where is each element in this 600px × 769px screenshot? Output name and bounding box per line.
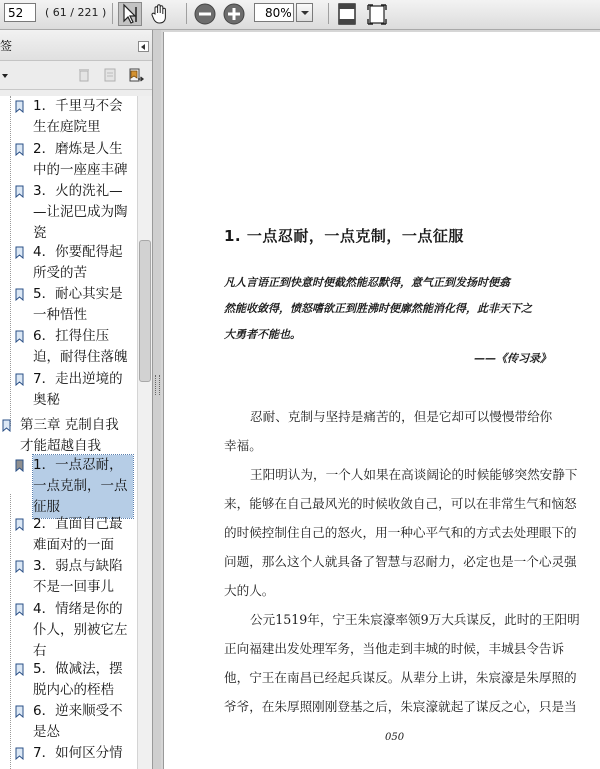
zoom-out-button[interactable] bbox=[193, 2, 217, 26]
bookmark-chapter[interactable]: 第三章 克制自我 才能超越自我 bbox=[20, 417, 119, 454]
splitter-grip[interactable] bbox=[155, 375, 160, 395]
document-page bbox=[163, 32, 600, 769]
bookmark-icon bbox=[15, 100, 25, 113]
hand-tool-button[interactable] bbox=[148, 2, 172, 26]
bookmark-item[interactable]: 5．耐心其实是 一种悟性 bbox=[33, 286, 123, 323]
bookmark-item[interactable]: 6．逆来顺受不 是怂 bbox=[33, 703, 123, 740]
panel-splitter[interactable] bbox=[153, 30, 161, 769]
select-tool-icon bbox=[119, 3, 141, 25]
bookmark-icon bbox=[15, 143, 25, 156]
bookmark-item[interactable]: 7．走出逆境的 奥秘 bbox=[33, 371, 123, 408]
bookmark-icon bbox=[15, 663, 25, 676]
tree-guide-line bbox=[10, 494, 11, 769]
bookmark-item[interactable]: 1．千里马不会 生在庭院里 bbox=[33, 98, 123, 135]
page-footer-number: 050 bbox=[385, 732, 405, 743]
bookmark-icon bbox=[15, 518, 25, 531]
bookmark-scrollbar[interactable] bbox=[137, 96, 152, 769]
select-tool-button[interactable] bbox=[118, 2, 142, 26]
zoom-dropdown-button[interactable] bbox=[296, 3, 313, 22]
bookmark-item[interactable]: 6．扛得住压 迫，耐得住落魄 bbox=[33, 328, 128, 365]
section-heading: 1. 一点忍耐，一点克制，一点征服 bbox=[224, 227, 464, 245]
fit-page-icon bbox=[336, 2, 358, 26]
fit-width-button[interactable] bbox=[365, 2, 389, 26]
bookmark-item[interactable]: 2．磨炼是人生 中的一座座丰碑 bbox=[33, 141, 128, 178]
bookmark-item[interactable]: 4．你要配得起 所受的苦 bbox=[33, 244, 123, 281]
body-text-line: 王阳明认为，一个人如果在高谈阔论的时候能够突然安静下 bbox=[250, 467, 578, 482]
bookmark-icon bbox=[15, 459, 25, 472]
body-text-line: 正向福建出发处理军务，当他走到丰城的时候，丰城县令告诉 bbox=[224, 641, 565, 656]
delete-icon bbox=[76, 67, 92, 83]
epigraph-line: 大勇者不能也。 bbox=[224, 328, 301, 341]
bookmark-icon bbox=[15, 373, 25, 386]
panel-title: 签 bbox=[0, 39, 13, 53]
epigraph-source: ——《传习录》 bbox=[474, 352, 551, 365]
options-dropdown-icon[interactable] bbox=[2, 74, 8, 78]
epigraph-line: 凡人言语正到快意时便截然能忍默得，意气正到发扬时便翕 bbox=[224, 276, 510, 289]
body-text-line: 的时候控制住自己的怒火，用一种心平气和的方式去处理眼下的 bbox=[224, 525, 577, 540]
fit-page-button[interactable] bbox=[336, 2, 360, 26]
bookmark-item[interactable]: 3．弱点与缺陷 不是一回事儿 bbox=[33, 558, 123, 595]
expand-bookmark-button[interactable] bbox=[127, 67, 143, 83]
bookmark-icon bbox=[15, 705, 25, 718]
bookmark-item[interactable]: 1．一点忍耐， 一点克制，一点 征服 bbox=[33, 455, 133, 518]
bookmark-item[interactable]: 5．做减法，摆 脱内心的桎梏 bbox=[33, 661, 123, 698]
fit-width-icon bbox=[365, 2, 389, 26]
bookmark-item[interactable]: 4．情绪是你的 仆人，别被它左 右 bbox=[33, 601, 128, 659]
bookmark-icon bbox=[15, 603, 25, 616]
page-count: ( 61 / 221 ) bbox=[45, 6, 107, 19]
body-text-line: 问题，那么这个人就具备了智慧与忍耐力，必定也是一个心灵强 bbox=[224, 554, 577, 569]
body-text-line: 公元1519年，宁王朱宸濠率领9万大兵谋反，此时的王阳明 bbox=[250, 612, 580, 627]
bookmark-icon bbox=[15, 246, 25, 259]
bookmark-item[interactable]: 7．如何区分情 bbox=[33, 745, 123, 761]
zoom-out-icon bbox=[193, 2, 217, 26]
zoom-level-input[interactable]: 80% bbox=[254, 3, 294, 22]
bookmark-properties-button[interactable] bbox=[102, 67, 118, 83]
zoom-in-icon bbox=[222, 2, 246, 26]
expand-bookmark-icon bbox=[127, 67, 145, 85]
bookmark-tree bbox=[0, 96, 137, 769]
body-text-line: 忍耐、克制与坚持是痛苦的，但是它却可以慢慢带给你 bbox=[250, 409, 553, 424]
bookmark-icon bbox=[15, 747, 25, 760]
bookmark-icon bbox=[2, 419, 12, 432]
toolbar-divider bbox=[186, 3, 187, 24]
delete-bookmark-button[interactable] bbox=[76, 67, 92, 83]
bookmark-icon bbox=[15, 560, 25, 573]
collapse-panel-button[interactable] bbox=[138, 41, 149, 52]
hand-tool-icon bbox=[148, 2, 172, 26]
bookmarks-panel-header bbox=[0, 30, 152, 61]
bookmarks-panel bbox=[0, 30, 153, 769]
bookmark-item[interactable]: 2．直面自己最 难面对的一面 bbox=[33, 516, 123, 553]
body-text-line: 大的人。 bbox=[224, 583, 275, 598]
body-text-line: 来，能够在自己最风光的时候收敛自己，可以在非常生气和恼怒 bbox=[224, 496, 577, 511]
page-number-input[interactable]: 52 bbox=[4, 3, 36, 22]
tree-guide-line bbox=[10, 96, 11, 426]
toolbar-divider bbox=[112, 3, 113, 24]
toolbar-divider bbox=[328, 3, 329, 24]
bookmark-icon bbox=[15, 185, 25, 198]
bookmark-item[interactable]: 3．火的洗礼— —让泥巴成为陶 瓷 bbox=[33, 183, 128, 241]
body-text-line: 他，宁王在南昌已经起兵谋反。从辈分上讲，朱宸濠是朱厚照的 bbox=[224, 670, 577, 685]
bookmark-icon bbox=[15, 330, 25, 343]
epigraph-line: 然能收敛得，愤怒嗜欲正到胜沸时便廓然能消化得，此非天下之 bbox=[224, 302, 532, 315]
bookmarks-toolbar bbox=[0, 61, 152, 90]
zoom-in-button[interactable] bbox=[222, 2, 246, 26]
properties-icon bbox=[102, 67, 118, 83]
toolbar bbox=[0, 0, 600, 30]
bookmark-scrollbar-thumb[interactable] bbox=[139, 240, 151, 382]
body-text-line: 幸福。 bbox=[224, 438, 262, 453]
bookmark-icon bbox=[15, 288, 25, 301]
body-text-line: 爷爷，在朱厚照刚刚登基之后，朱宸濠就起了谋反之心，只是当 bbox=[224, 699, 577, 714]
